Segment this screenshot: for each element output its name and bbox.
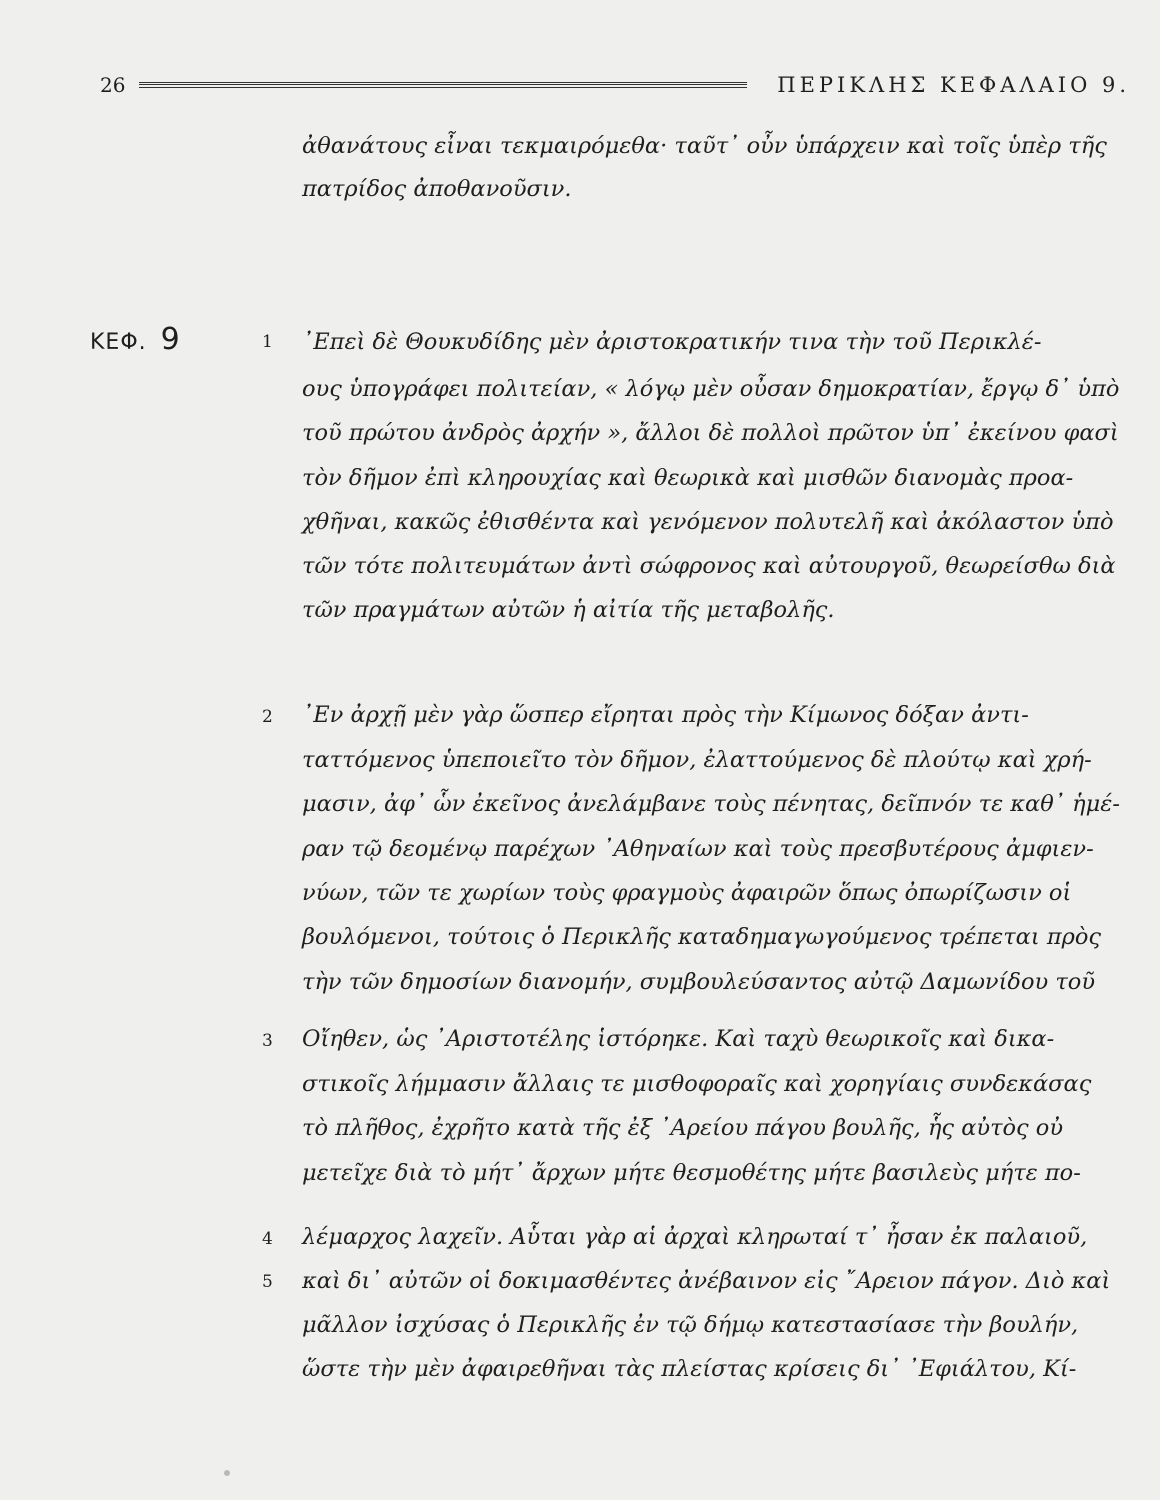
running-title: ΠΕΡΙΚΛΗΣ ΚΕΦΑΛΑΙΟ 9. xyxy=(777,73,1130,97)
text-line: ὥστε τὴν μὲν ἀφαιρεθῆναι τὰς πλείστας κρίσεις δι᾽ ᾽Εφιάλτου, Κί- xyxy=(302,1356,1077,1382)
text-line: μετεῖχε διὰ τὸ μήτ᾽ ἄρχων μήτε θεσμοθέτης μήτε βασιλεὺς μήτε πο- xyxy=(302,1160,1081,1186)
paper-speck xyxy=(224,1470,230,1476)
page-number: 26 xyxy=(100,73,126,97)
section-number: 5 xyxy=(262,1272,273,1292)
text-line: λέμαρχος λαχεῖν. Αὗται γὰρ αἱ ἀρχαὶ κληρωταί τ᾽ ἦσαν ἐκ παλαιοῦ, xyxy=(302,1224,1088,1250)
text-line: ραν τῷ δεομένῳ παρέχων ᾽Αθηναίων καὶ τοὺς πρεσβυτέρους ἀμφιεν- xyxy=(302,836,1094,862)
text-line: καὶ δι᾽ αὐτῶν οἱ δοκιμασθέντες ἀνέβαινον εἰς ῎Αρειον πάγον. Διὸ καὶ xyxy=(302,1268,1111,1294)
text-line: ους ὑπογράφει πολιτείαν, « λόγῳ μὲν οὖσαν δημοκρατίαν, ἔργῳ δ᾽ ὑπὸ xyxy=(302,376,1120,402)
text-line: ταττόμενος ὑπεποιεῖτο τὸν δῆμον, ἐλαττούμενος δὲ πλούτῳ καὶ χρή- xyxy=(302,747,1092,773)
text-line: ᾽Εν ἀρχῇ μὲν γὰρ ὥσπερ εἴρηται πρὸς τὴν Κίμωνος δόξαν ἀντι- xyxy=(302,702,1029,728)
text-line: ἀθανάτους εἶναι τεκμαιρόμεθα· ταῦτ᾽ οὖν ὑπάρχειν καὶ τοῖς ὑπὲρ τῆς xyxy=(302,133,1107,159)
text-line: τὸν δῆμον ἐπὶ κληρουχίας καὶ θεωρικὰ καὶ μισθῶν διανομὰς προα- xyxy=(302,465,1074,491)
text-line: νύων, τῶν τε χωρίων τοὺς φραγμοὺς ἀφαιρῶν ὅπως ὀπωρίζωσιν οἱ xyxy=(302,880,1072,906)
chapter-number: 9 xyxy=(160,322,181,357)
chapter-abbrev: ΚΕΦ. xyxy=(90,330,147,355)
chapter-label xyxy=(90,322,181,357)
text-line: ᾽Επεὶ δὲ Θουκυδίδης μὲν ἀριστοκρατικήν τινα τὴν τοῦ Περικλέ- xyxy=(302,329,1042,355)
text-line: μᾶλλον ἰσχύσας ὁ Περικλῆς ἐν τῷ δήμῳ κατεστασίασε τὴν βουλήν, xyxy=(302,1312,1079,1338)
text-line: τὴν τῶν δημοσίων διανομήν, συμβουλεύσαντος αὐτῷ Δαμωνίδου τοῦ xyxy=(302,969,1096,995)
text-line: πατρίδος ἀποθανοῦσιν. xyxy=(302,176,572,202)
text-line: μασιν, ἀφ᾽ ὧν ἐκεῖνος ἀνελάμβανε τοὺς πένητας, δεῖπνόν τε καθ᾽ ἡμέ- xyxy=(302,791,1120,817)
section-number: 4 xyxy=(262,1229,273,1249)
text-line: τὸ πλῆθος, ἐχρῆτο κατὰ τῆς ἐξ ᾽Αρείου πάγου βουλῆς, ἧς αὐτὸς οὐ xyxy=(302,1115,1064,1141)
text-line: στικοῖς λήμμασιν ἄλλαις τε μισθοφοραῖς καὶ χορηγίαις συνδεκάσας xyxy=(302,1071,1092,1097)
text-line: τῶν τότε πολιτευμάτων ἀντὶ σώφρονος καὶ αὐτουργοῦ, θεωρείσθω διὰ xyxy=(302,553,1116,579)
section-number: 1 xyxy=(262,332,273,352)
text-line: τοῦ πρώτου ἀνδρὸς ἀρχήν », ἄλλοι δὲ πολλοὶ πρῶτον ὑπ᾽ ἐκείνου φασὶ xyxy=(302,420,1119,446)
running-head xyxy=(100,70,1130,100)
text-line: Οἴηθεν, ὡς ᾽Αριστοτέλης ἱστόρηκε. Καὶ ταχὺ θεωρικοῖς καὶ δικα- xyxy=(302,1026,1055,1052)
header-rule xyxy=(139,82,747,88)
text-line: χθῆναι, κακῶς ἐθισθέντα καὶ γενόμενον πολυτελῆ καὶ ἀκόλαστον ὑπὸ xyxy=(302,509,1114,535)
text-line: βουλόμενοι, τούτοις ὁ Περικλῆς καταδημαγωγούμενος τρέπεται πρὸς xyxy=(302,924,1101,950)
text-line: τῶν πραγμάτων αὐτῶν ἡ αἰτία τῆς μεταβολῆς. xyxy=(302,597,835,623)
section-number: 3 xyxy=(262,1031,273,1051)
section-number: 2 xyxy=(262,707,273,727)
